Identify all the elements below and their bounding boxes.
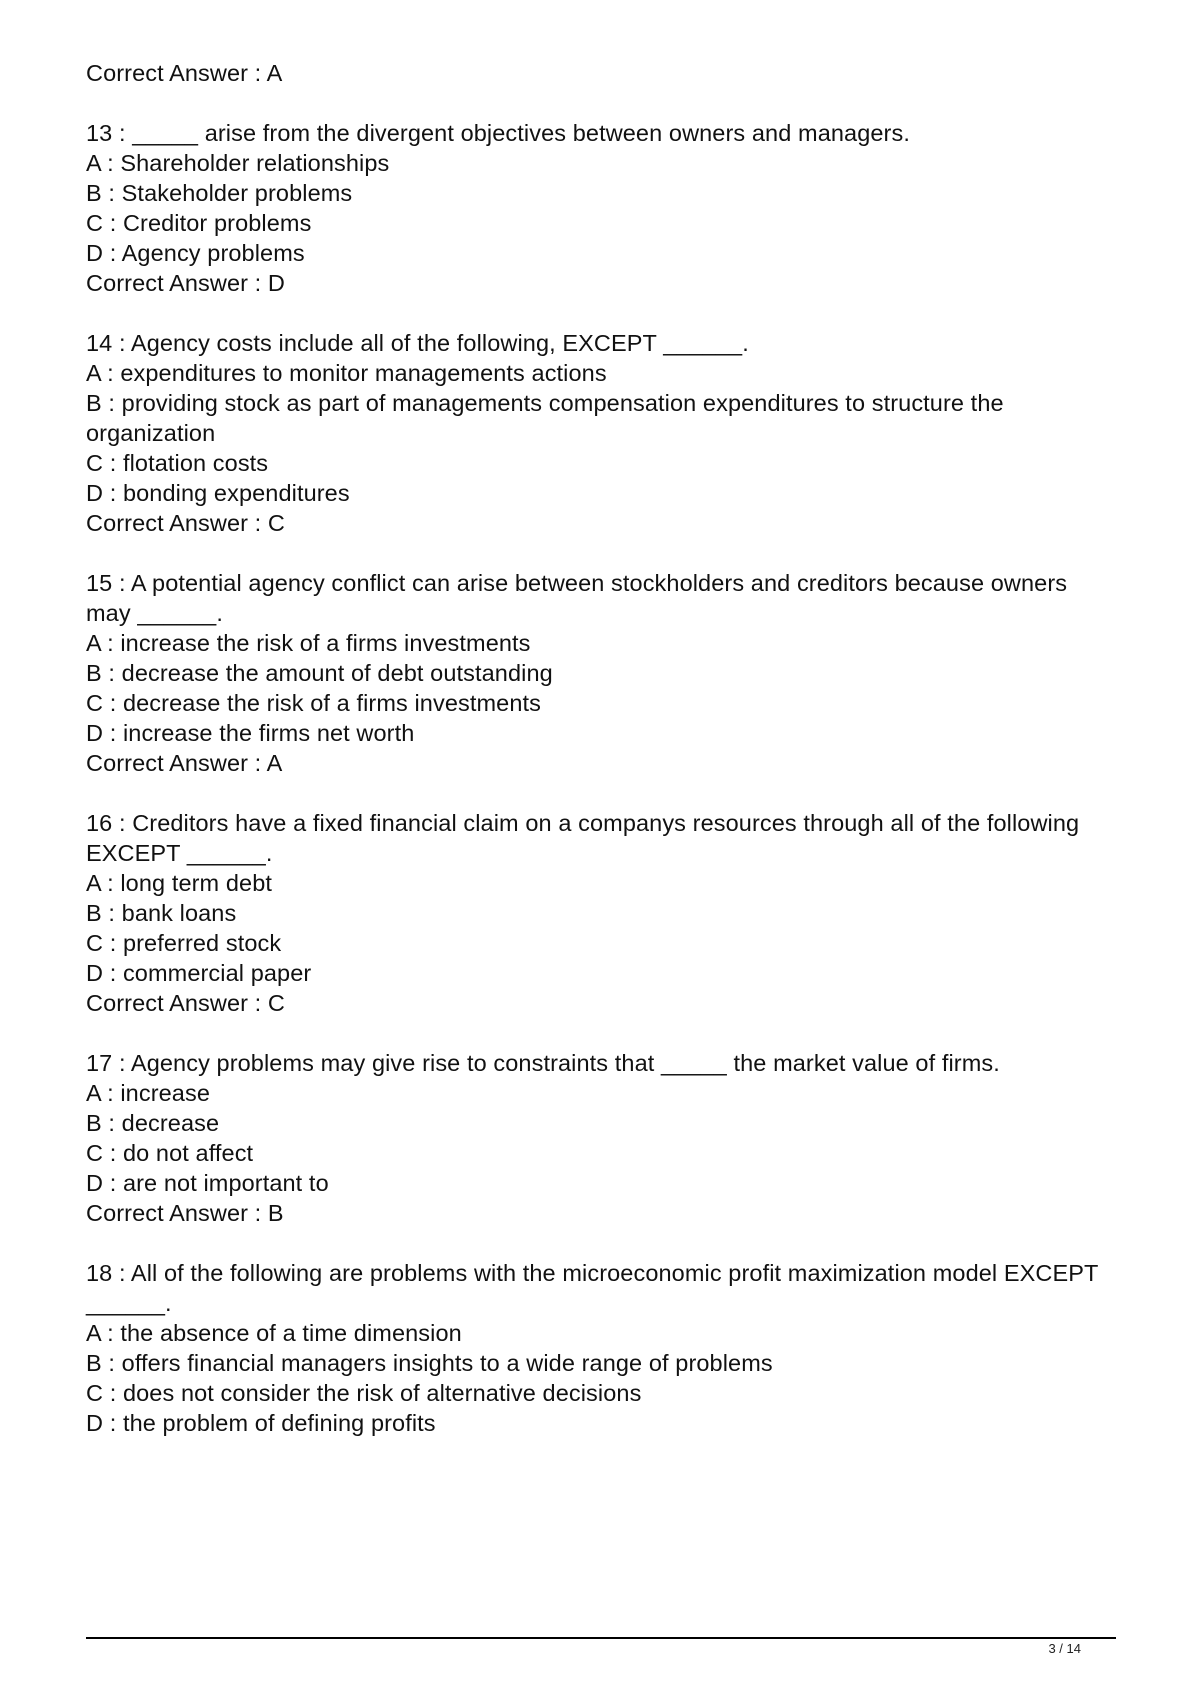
question-block: [86, 808, 1116, 1018]
document-page: [86, 58, 1116, 1438]
option-b: B : providing stock as part of managements compensation expenditures to structure the organization: [86, 390, 1004, 446]
option-d: D : Agency problems: [86, 240, 305, 266]
option-c: C : does not consider the risk of alternative decisions: [86, 1380, 642, 1406]
option-d: D : commercial paper: [86, 960, 312, 986]
question-block: [86, 1048, 1116, 1228]
option-c: C : Creditor problems: [86, 210, 312, 236]
question-text: 18 : All of the following are problems with the microeconomic profit maximization model EXCEPT ______.: [86, 1260, 1099, 1316]
option-a: A : the absence of a time dimension: [86, 1320, 462, 1346]
option-d: D : increase the firms net worth: [86, 720, 415, 746]
question-text: 15 : A potential agency conflict can arise between stockholders and creditors because owners may ______.: [86, 570, 1068, 626]
option-list: [86, 358, 1116, 508]
option-b: B : bank loans: [86, 900, 237, 926]
option-d: D : are not important to: [86, 1170, 329, 1196]
option-list: [86, 148, 1116, 268]
option-c: C : flotation costs: [86, 450, 269, 476]
option-b: B : decrease the amount of debt outstanding: [86, 660, 553, 686]
option-a: A : increase the risk of a firms investments: [86, 630, 531, 656]
option-c: C : preferred stock: [86, 930, 282, 956]
question-text: 14 : Agency costs include all of the following, EXCEPT ______.: [86, 330, 749, 356]
question-block: [86, 568, 1116, 778]
correct-answer: Correct Answer : B: [86, 1200, 284, 1226]
option-a: A : Shareholder relationships: [86, 150, 390, 176]
option-d: D : the problem of defining profits: [86, 1410, 436, 1436]
footer-divider: [86, 1637, 1116, 1639]
question-block: [86, 118, 1116, 298]
option-list: [86, 1078, 1116, 1198]
option-b: B : Stakeholder problems: [86, 180, 353, 206]
page-number: 3 / 14: [1048, 1641, 1081, 1656]
option-a: A : expenditures to monitor managements actions: [86, 360, 607, 386]
option-d: D : bonding expenditures: [86, 480, 350, 506]
option-a: A : increase: [86, 1080, 210, 1106]
question-text: 17 : Agency problems may give rise to constraints that _____ the market value of firms.: [86, 1050, 1000, 1076]
option-list: [86, 868, 1116, 988]
question-block: [86, 1258, 1116, 1438]
option-b: B : decrease: [86, 1110, 220, 1136]
option-list: [86, 628, 1116, 748]
correct-answer: Correct Answer : C: [86, 510, 285, 536]
question-text: 16 : Creditors have a fixed financial claim on a companys resources through all of the following EXCEPT ______.: [86, 810, 1080, 866]
option-list: [86, 1318, 1116, 1438]
correct-answer: Correct Answer : A: [86, 60, 283, 86]
question-text: 13 : _____ arise from the divergent objectives between owners and managers.: [86, 120, 910, 146]
option-c: C : do not affect: [86, 1140, 254, 1166]
option-b: B : offers financial managers insights to a wide range of problems: [86, 1350, 773, 1376]
correct-answer: Correct Answer : C: [86, 990, 285, 1016]
option-a: A : long term debt: [86, 870, 272, 896]
question-block: [86, 328, 1116, 538]
option-c: C : decrease the risk of a firms investments: [86, 690, 541, 716]
correct-answer: Correct Answer : D: [86, 270, 285, 296]
correct-answer: Correct Answer : A: [86, 750, 283, 776]
